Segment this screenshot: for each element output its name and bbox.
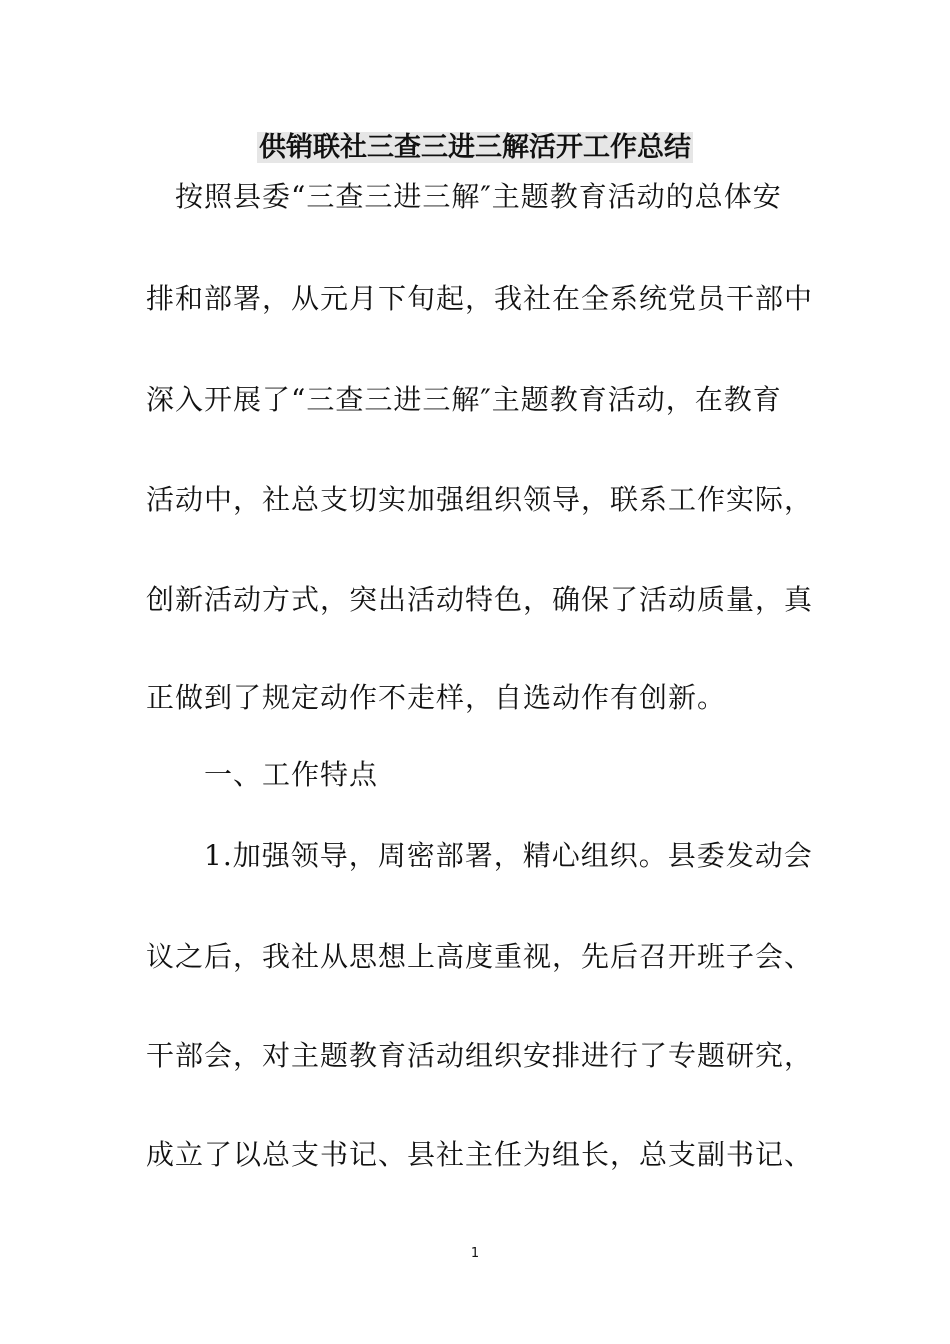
body-line-1: 按照县委“三查三进三解″主题教育活动的总体安	[146, 180, 782, 213]
body-line-11: 成立了以总支书记、县社主任为组长，总支副书记、	[146, 1138, 814, 1171]
body-line-3: 深入开展了“三查三进三解″主题教育活动，在教育	[146, 383, 782, 416]
page-number: 1	[470, 1246, 480, 1261]
body-line-10: 干部会，对主题教育活动组织安排进行了专题研究，	[146, 1039, 814, 1072]
body-line-4: 活动中，社总支切实加强组织领导，联系工作实际，	[146, 483, 814, 516]
body-line-5: 创新活动方式，突出活动特色，确保了活动质量，真	[146, 583, 814, 616]
document-title-text: 供销联社三查三进三解活开工作总结	[259, 132, 691, 163]
body-line-2: 排和部署，从元月下旬起，我社在全系统党员干部中	[146, 282, 814, 315]
document-title	[0, 128, 950, 168]
section-heading: 一、工作特点	[146, 758, 379, 791]
body-line-6: 正做到了规定动作不走样，自选动作有创新。	[146, 681, 727, 714]
body-line-9: 议之后，我社从思想上高度重视，先后召开班子会、	[146, 940, 814, 973]
body-line-8: 1.加强领导，周密部署，精心组织。县委发动会	[146, 839, 813, 872]
